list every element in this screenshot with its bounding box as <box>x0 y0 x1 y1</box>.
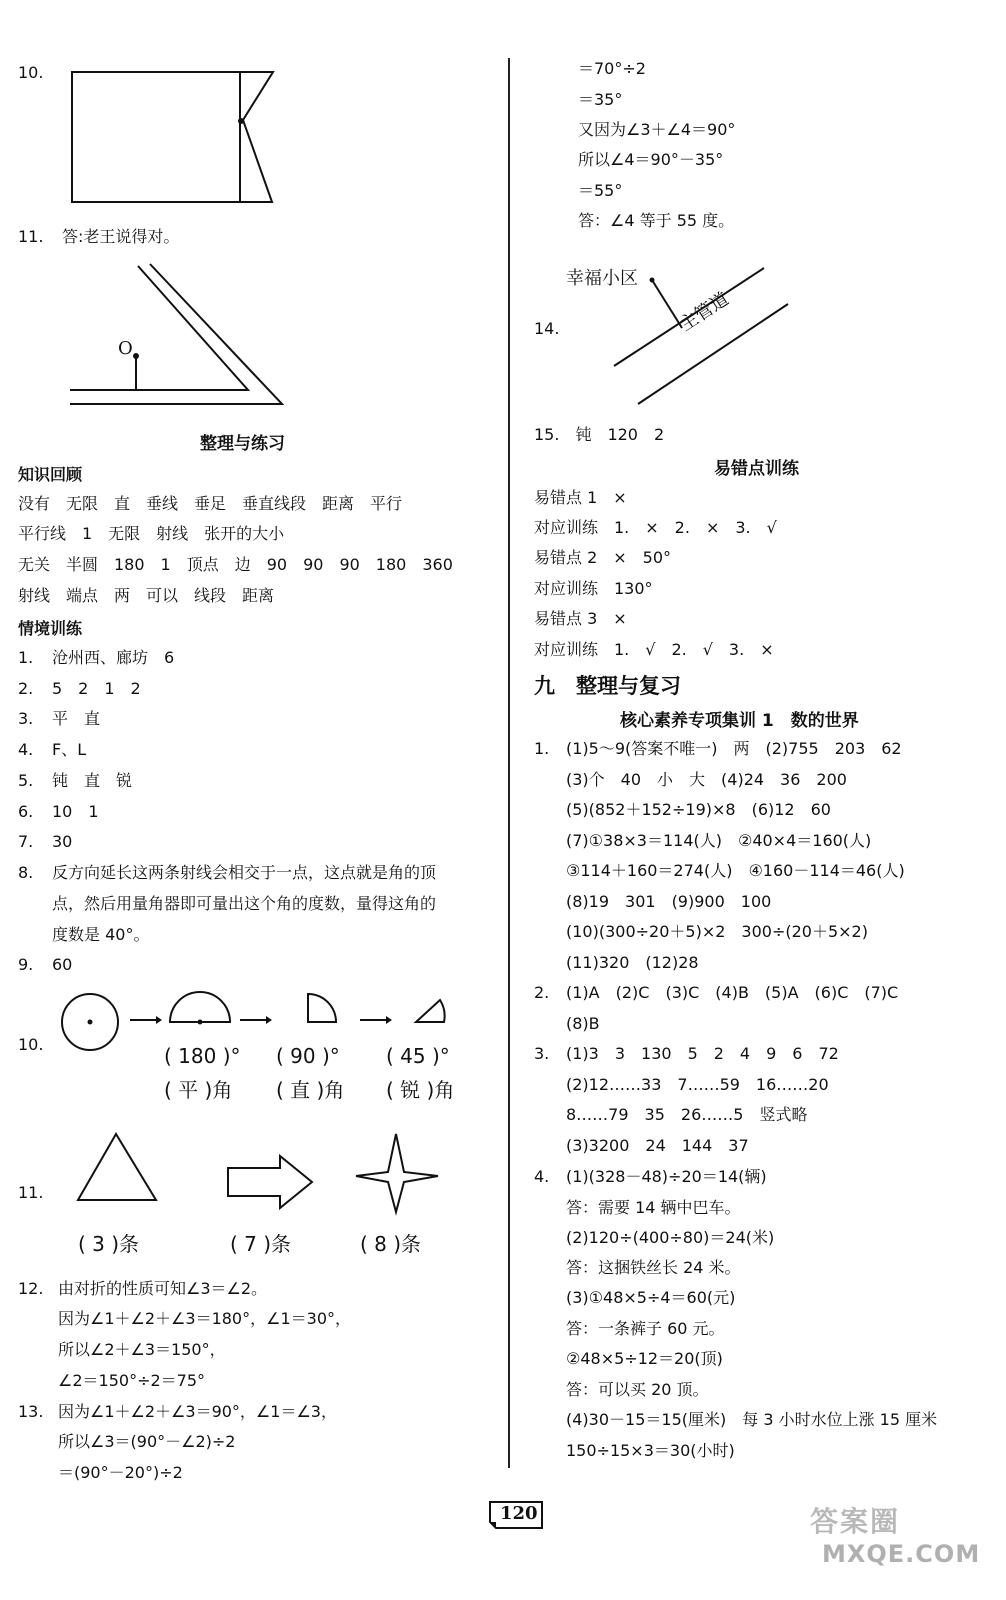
figure-symmetry-shapes <box>74 1130 474 1210</box>
error-line-2: 对应训练 1. × 2. × 3. √ <box>534 518 777 537</box>
degree-answer-3: ( 45 )° <box>386 1044 450 1068</box>
error-line-3: 易错点 2 × 50° <box>534 548 672 567</box>
review-item-answer: ②48×5÷12＝20(顶) <box>566 1349 723 1368</box>
question-number-11b: 11. <box>18 1183 44 1202</box>
angle-kind-3: ( 锐 )角 <box>386 1078 455 1102</box>
item-number: 2. <box>18 679 34 698</box>
q13-continued-5: ＝55° <box>578 181 623 200</box>
question-number-14: 14. <box>534 319 560 338</box>
review-item-answer: 答：这捆铁丝长 24 米。 <box>566 1258 741 1277</box>
context-training-title: 情境训练 <box>18 619 83 638</box>
review-item-answer: (2)12……33 7……59 16……20 <box>566 1075 829 1094</box>
q13-continued-6: 答：∠4 等于 55 度。 <box>578 211 735 230</box>
item-number: 8. <box>18 863 34 882</box>
item-number: 1. <box>18 648 34 667</box>
review-item-answer: (1)A (2)C (3)C (4)B (5)A (6)C (7)C <box>566 983 899 1002</box>
q12-line-3: 所以∠2＋∠3＝150°， <box>58 1340 226 1359</box>
q13-continued-3: 又因为∠3＋∠4＝90° <box>578 120 736 139</box>
review-item-answer: 8……79 35 26……5 竖式略 <box>566 1105 808 1124</box>
label-xingfu-community: 幸福小区 <box>566 268 638 289</box>
review-item-answer: (3)①48×5÷4＝60(元) <box>566 1288 736 1307</box>
question-number-10a: 10. <box>18 63 44 82</box>
section-title: 整理与练习 <box>200 434 285 454</box>
item-8-continued-2: 度数是 40°。 <box>52 925 150 944</box>
q12-line-2: 因为∠1＋∠2＋∠3＝180°，∠1＝30°， <box>58 1309 351 1328</box>
item-answer: 平 直 <box>52 709 101 728</box>
answer-11a: 答:老王说得对。 <box>62 227 180 246</box>
item-answer: 60 <box>52 955 73 974</box>
item-number: 12. <box>18 1279 44 1298</box>
figure-parallel-lines <box>60 262 290 412</box>
error-line-4: 对应训练 130° <box>534 579 653 598</box>
subsection-title: 核心素养专项集训 1 数的世界 <box>620 711 859 731</box>
review-item-answer: 答：可以买 20 顶。 <box>566 1380 709 1399</box>
item-8-continued-1: 点，然后用量角器即可量出这个角的度数，量得这角的 <box>52 894 437 913</box>
item-answer: 10 1 <box>52 802 99 821</box>
q13-continued-2: ＝35° <box>578 90 623 109</box>
item-number: 13. <box>18 1402 44 1421</box>
review-item-answer: 答：一条裤子 60 元。 <box>566 1319 725 1338</box>
degree-answer-2: ( 90 )° <box>276 1044 340 1068</box>
angle-kind-1: ( 平 )角 <box>164 1078 233 1102</box>
review-item-answer: (8)B <box>566 1014 600 1033</box>
review-item-answer: (3)个 40 小 大 (4)24 36 200 <box>566 770 847 789</box>
q12-line-4: ∠2＝150°÷2＝75° <box>58 1371 206 1390</box>
error-line-6: 对应训练 1. √ 2. √ 3. × <box>534 640 774 659</box>
knowledge-line-2: 平行线 1 无限 射线 张开的大小 <box>18 524 285 543</box>
point-label-o: O <box>118 338 133 359</box>
review-item-answer: (1)5～9(答案不唯一) 两 (2)755 203 62 <box>566 739 902 758</box>
degree-answer-1: ( 180 )° <box>164 1044 241 1068</box>
review-item-number: 1. <box>534 739 550 758</box>
review-item-answer: 150÷15×3＝30(小时) <box>566 1441 735 1460</box>
review-item-answer: (7)①38×3＝114(人) ②40×4＝160(人) <box>566 831 872 850</box>
item-answer: F、L <box>52 740 87 759</box>
review-item-answer: ③114＋160＝274(人) ④160－114＝46(人) <box>566 861 905 880</box>
figure-rectangle-fold <box>60 64 280 209</box>
review-item-answer: (10)(300÷20＋5)×2 300÷(20＋5×2) <box>566 922 868 941</box>
review-item-answer: (3)3200 24 144 37 <box>566 1136 749 1155</box>
question-number-11a: 11. <box>18 227 44 246</box>
column-divider <box>508 58 510 1468</box>
knowledge-line-1: 没有 无限 直 垂线 垂足 垂直线段 距离 平行 <box>18 494 403 513</box>
review-item-answer: (8)19 301 (9)900 100 <box>566 892 772 911</box>
symmetry-lines-1: ( 3 )条 <box>78 1232 140 1256</box>
review-item-answer: (11)320 (12)28 <box>566 953 699 972</box>
label-main-pipe: 主管道 <box>676 288 733 336</box>
knowledge-line-4: 射线 端点 两 可以 线段 距离 <box>18 586 275 605</box>
item-number: 7. <box>18 832 34 851</box>
review-item-answer: (2)120÷(400÷80)＝24(米) <box>566 1228 775 1247</box>
review-item-answer: (1)(328－48)÷20＝14(辆) <box>566 1167 767 1186</box>
item-number: 9. <box>18 955 34 974</box>
review-item-number: 2. <box>534 983 550 1002</box>
q13-line-1: 因为∠1＋∠2＋∠3＝90°，∠1＝∠3， <box>58 1402 337 1421</box>
item-number: 5. <box>18 771 34 790</box>
review-item-answer: (1)3 3 130 5 2 4 9 6 72 <box>566 1044 839 1063</box>
error-line-5: 易错点 3 × <box>534 609 627 628</box>
item-answer: 5 2 1 2 <box>52 679 141 698</box>
page-number: 120 <box>500 1503 538 1524</box>
review-item-number: 3. <box>534 1044 550 1063</box>
item-answer: 钝 直 锐 <box>52 771 133 790</box>
q13-continued-4: 所以∠4＝90°－35° <box>578 150 724 169</box>
figure-angle-sequence <box>58 992 458 1052</box>
knowledge-line-3: 无关 半圆 180 1 顶点 边 90 90 90 180 360 <box>18 555 453 574</box>
q12-line-1: 由对折的性质可知∠3＝∠2。 <box>58 1279 268 1298</box>
item-number: 3. <box>18 709 34 728</box>
review-item-number: 4. <box>534 1167 550 1186</box>
q13-line-2: 所以∠3＝(90°－∠2)÷2 <box>58 1432 236 1451</box>
item-answer: 30 <box>52 832 73 851</box>
item-answer: 反方向延长这两条射线会相交于一点，这点就是角的顶 <box>52 863 437 882</box>
error-training-title: 易错点训练 <box>714 459 799 479</box>
item-number: 6. <box>18 802 34 821</box>
symmetry-lines-3: ( 8 )条 <box>360 1232 422 1256</box>
knowledge-review-title: 知识回顾 <box>18 465 83 484</box>
angle-kind-2: ( 直 )角 <box>276 1078 345 1102</box>
review-item-answer: 答：需要 14 辆中巴车。 <box>566 1198 741 1217</box>
item-number: 4. <box>18 740 34 759</box>
error-line-1: 易错点 1 × <box>534 488 627 507</box>
symmetry-lines-2: ( 7 )条 <box>230 1232 292 1256</box>
item-answer: 沧州西、廊坊 6 <box>52 648 175 667</box>
chapter-title: 九 整理与复习 <box>534 674 681 698</box>
watermark-logo: 答案圈 <box>810 1505 901 1538</box>
q13-continued-1: ＝70°÷2 <box>578 59 646 78</box>
watermark-url: MXQE.COM <box>822 1540 981 1568</box>
review-item-answer: (5)(852＋152÷19)×8 (6)12 60 <box>566 800 831 819</box>
q13-line-3: ＝(90°－20°)÷2 <box>58 1463 183 1482</box>
answer-15: 15. 钝 120 2 <box>534 425 665 444</box>
question-number-10b: 10. <box>18 1035 44 1054</box>
figure-pipe-diagram <box>600 262 800 412</box>
review-item-answer: (4)30－15＝15(厘米) 每 3 小时水位上涨 15 厘米 <box>566 1410 938 1429</box>
